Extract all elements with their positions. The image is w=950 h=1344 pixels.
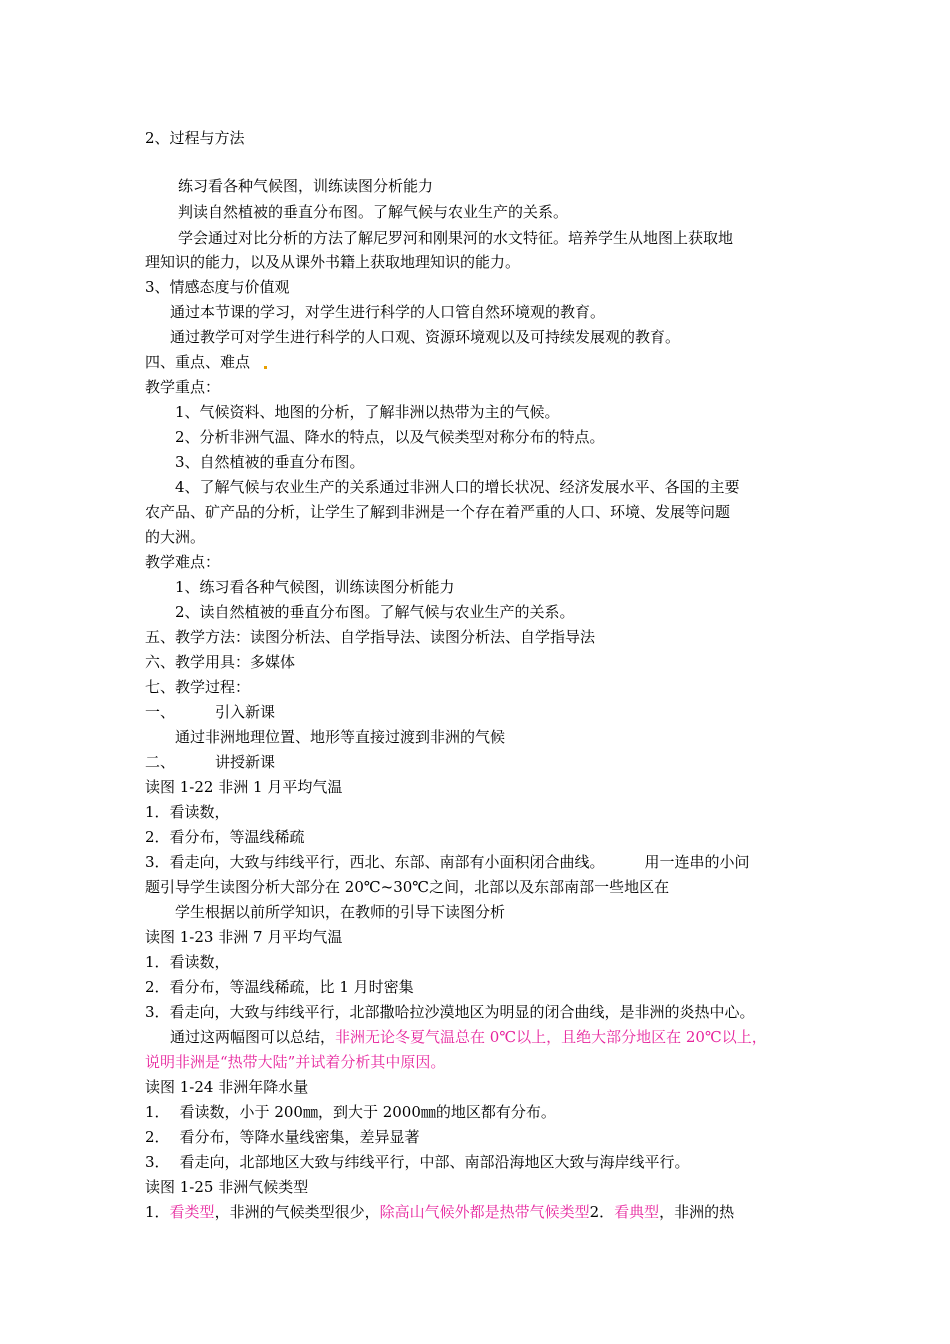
highlighted-text: 说明非洲是“热带大陆”并试着分析其中原因。 (145, 1053, 446, 1071)
list-item: 3．看走向，大致与纬线平行，西北、东部、南部有小面积闭合曲线。 用一连串的小问 (145, 853, 750, 871)
highlighted-text: 除高山气候外都是热带气候类型 (379, 1203, 590, 1221)
list-item: 1、练习看各种气候图，训练读图分析能力 (175, 578, 455, 596)
paragraph: 练习看各种气候图，训练读图分析能力 (178, 177, 434, 195)
heading-key-points: 四、重点、难点 (145, 350, 267, 374)
step-heading: 二、 讲授新课 (145, 753, 276, 771)
list-item: 1、气候资料、地图的分析，了解非洲以热带为主的气候。 (175, 403, 560, 421)
figure-reference: 读图 1-24 非洲年降水量 (145, 1078, 309, 1096)
paragraph: 理知识的能力，以及从课外书籍上获取地理知识的能力。 (145, 253, 521, 271)
heading-attitude-values: 3、情感态度与价值观 (145, 278, 290, 296)
list-item: 2、读自然植被的垂直分布图。了解气候与农业生产的关系。 (175, 603, 575, 621)
heading-teaching-tools: 六、教学用具：多媒体 (145, 653, 296, 671)
paragraph: 农产品、矿产品的分析，让学生了解到非洲是一个存在着严重的人口、环境、发展等问题 (145, 503, 731, 521)
bullet-dot (264, 366, 267, 369)
paragraph: 的大洲。 (145, 528, 206, 546)
list-item: 2．看分布，等温线稀疏 (145, 828, 305, 846)
paragraph: 通过本节课的学习，对学生进行科学的人口管自然环境观的教育。 (170, 303, 606, 321)
heading-teaching-difficulty: 教学难点： (145, 553, 221, 571)
list-item: 3、自然植被的垂直分布图。 (175, 453, 365, 471)
highlighted-text: 看典型 (614, 1203, 660, 1221)
summary-paragraph: 通过这两幅图可以总结，非洲无论冬夏气温总在 0℃以上，且绝大部分地区在 20℃以上， (170, 1028, 767, 1046)
highlighted-text: 看类型 (169, 1203, 215, 1221)
highlighted-text: 非洲无论冬夏气温总在 0℃以上，且绝大部分地区在 20℃以上， (335, 1028, 767, 1046)
list-item: 3． 看走向，北部地区大致与纬线平行，中部、南部沿海地区大致与海岸线平行。 (145, 1153, 690, 1171)
heading-teaching-focus: 教学重点： (145, 378, 221, 396)
figure-reference: 读图 1-25 非洲气候类型 (145, 1178, 309, 1196)
list-item: 2． 看分布，等降水量线密集，差异显著 (145, 1128, 420, 1146)
paragraph: 学生根据以前所学知识，在教师的引导下读图分析 (175, 903, 506, 921)
list-item: 4、了解气候与农业生产的关系通过非洲人口的增长状况、经济发展水平、各国的主要 (175, 478, 740, 496)
paragraph: 判读自然植被的垂直分布图。了解气候与农业生产的关系。 (178, 203, 569, 221)
figure-reference: 读图 1-23 非洲 7 月平均气温 (145, 928, 343, 946)
list-item: 1．看类型，非洲的气候类型很少，除高山气候外都是热带气候类型2．看典型，非洲的热 (145, 1203, 735, 1221)
paragraph: 学会通过对比分析的方法了解尼罗河和刚果河的水文特征。培养学生从地图上获取地 (178, 229, 734, 247)
list-item: 1． 看读数，小于 200㎜，到大于 2000㎜的地区都有分布。 (145, 1103, 556, 1121)
list-item: 1．看读数， (145, 953, 230, 971)
paragraph: 题引导学生读图分析大部分在 20℃~30℃之间，北部以及东部南部一些地区在 (145, 878, 670, 896)
heading-process-method: 2、过程与方法 (145, 129, 245, 147)
figure-reference: 读图 1-22 非洲 1 月平均气温 (145, 778, 343, 796)
list-item: 1．看读数， (145, 803, 230, 821)
heading-teaching-process: 七、教学过程： (145, 678, 251, 696)
heading-teaching-method: 五、教学方法：读图分析法、自学指导法、读图分析法、自学指导法 (145, 628, 596, 646)
paragraph: 通过非洲地理位置、地形等直接过渡到非洲的气候 (175, 728, 506, 746)
paragraph: 通过教学可对学生进行科学的人口观、资源环境观以及可持续发展观的教育。 (170, 328, 681, 346)
list-item: 3．看走向，大致与纬线平行，北部撒哈拉沙漠地区为明显的闭合曲线，是非洲的炎热中心。 (145, 1003, 755, 1021)
list-item: 2、分析非洲气温、降水的特点，以及气候类型对称分布的特点。 (175, 428, 605, 446)
list-item: 2．看分布，等温线稀疏，比 1 月时密集 (145, 978, 414, 996)
step-heading: 一、 引入新课 (145, 703, 276, 721)
